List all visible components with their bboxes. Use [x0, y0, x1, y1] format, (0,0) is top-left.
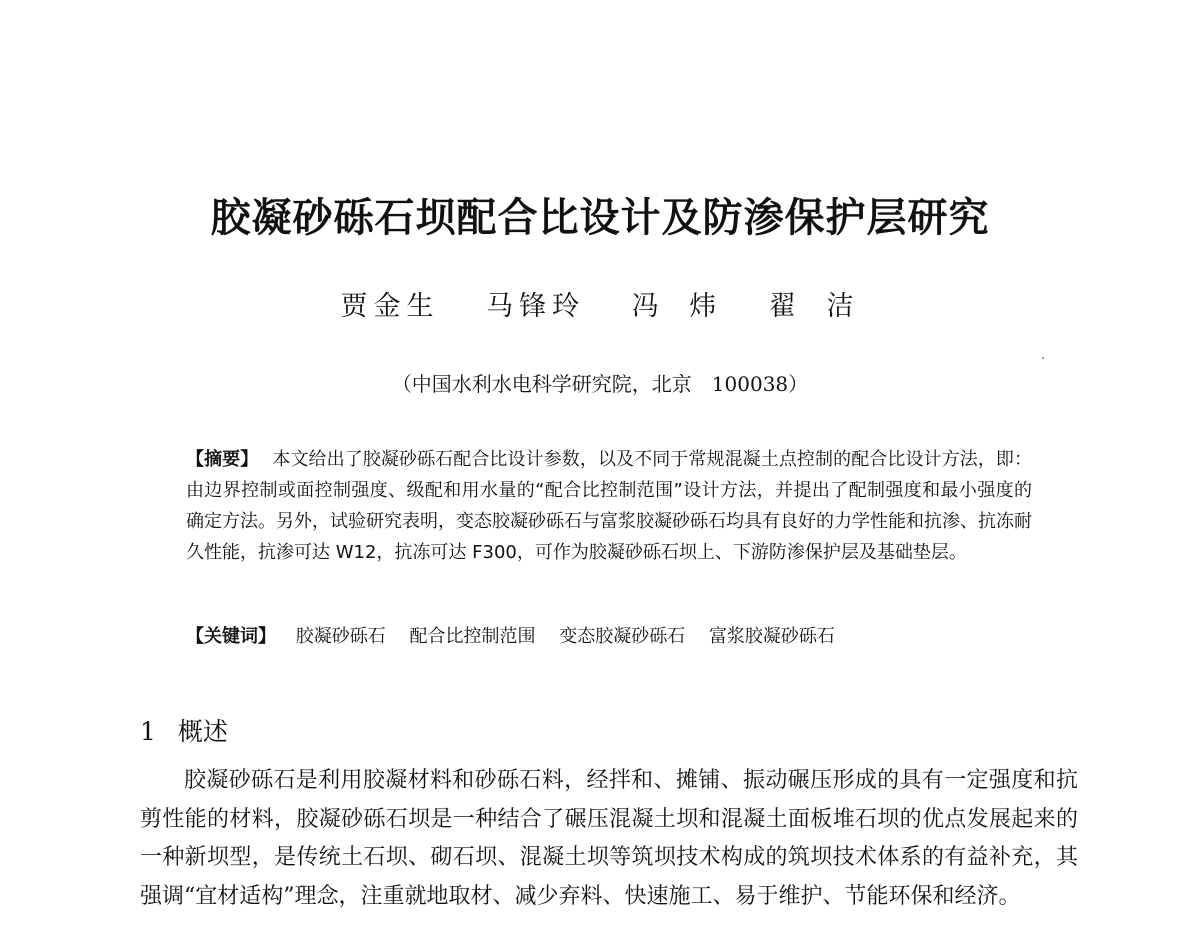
author-name: 翟 洁 — [768, 291, 860, 322]
section-heading — [140, 712, 228, 752]
paper-title: 胶凝砂砾石坝配合比设计及防渗保护层研究 — [210, 195, 990, 241]
abstract — [186, 444, 1032, 568]
author-name: 贾金生 — [340, 291, 440, 322]
author-name: 马锋玲 — [486, 291, 586, 322]
section-title: 概述 — [177, 717, 228, 746]
author-list — [0, 287, 1200, 327]
author-name: 冯 炜 — [631, 291, 723, 322]
affiliation: （中国水利水电科学研究院，北京 100038） — [391, 372, 809, 396]
abstract-label: 【摘要】 — [186, 449, 259, 470]
keywords-label: 【关键词】 — [186, 626, 276, 647]
keywords — [186, 621, 1032, 652]
keyword: 配合比控制范围 — [409, 626, 536, 647]
keyword: 胶凝砂砾石 — [295, 626, 386, 647]
body-paragraph: 胶凝砂砾石是利用胶凝材料和砂砾石料，经拌和、摊铺、振动碾压形成的具有一定强度和抗剪性能的材料，胶凝砂砾石坝是一种结合了碾压混凝土坝和混凝土面板堆石坝的优点发展起来的一种新坝型，是传统土石坝、砌石坝、混凝土坝等筑坝技术构成的筑坝技术体系的有益补充，其强调“宜材适构”理念，注重就地取材、减少弃料、快速施工、易于维护、节能环保和经济。 — [140, 768, 1078, 909]
abstract-text: 本文给出了胶凝砂砾石配合比设计参数，以及不同于常规混凝土点控制的配合比设计方法，即：由边界控制或面控制强度、级配和用水量的“配合比控制范围”设计方法，并提出了配制强度和最小强度的确定方法。另外，试验研究表明，变态胶凝砂砾石与富浆胶凝砂砾石均具有良好的力学性能和抗渗、抗冻耐久性能，抗渗可达 W12，抗冻可达 F300，可作为胶凝砂砾石坝上、下游防渗保护层及基础垫层。 — [186, 449, 1032, 563]
section-number: 1 — [140, 717, 156, 746]
keyword: 变态胶凝砂砾石 — [559, 626, 686, 647]
scan-speck — [1042, 357, 1044, 359]
keyword: 富浆胶凝砂砾石 — [708, 626, 835, 647]
